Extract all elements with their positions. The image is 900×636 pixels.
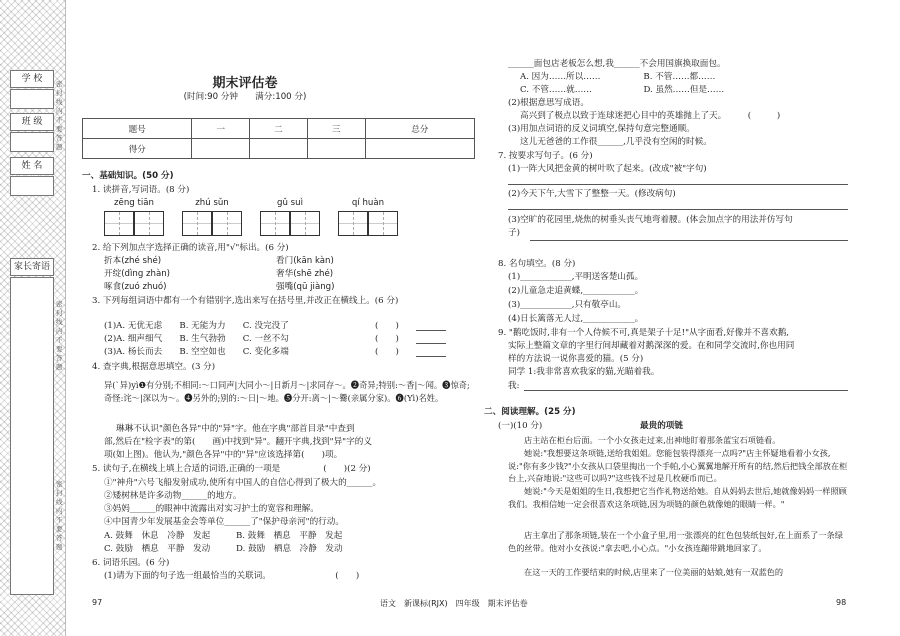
score-table bbox=[82, 118, 475, 159]
sub-question: (3)用加点词语的反义词填空,保持句意完整通顺。 bbox=[508, 124, 695, 134]
answer-line[interactable] bbox=[508, 209, 848, 210]
sentence-line: ④中国青少年发展基金会等单位______了"保护母亲河"的行动。 bbox=[104, 517, 344, 527]
choice-row: (1)A. 无优无虑 B. 无能为力 C. 没完没了 bbox=[104, 321, 289, 331]
question-5: 5. 读句子,在横线上填上合适的词语,正确的一项是 ( )(2 分) bbox=[92, 464, 371, 474]
footer-caption: 语文 新课标(RJX) 四年级 期末评估卷 bbox=[380, 599, 528, 608]
writing-grid[interactable] bbox=[260, 211, 320, 236]
score-cell[interactable] bbox=[307, 139, 365, 159]
parent-comment-field[interactable] bbox=[10, 277, 54, 595]
sentence-line: 高兴到了极点以致于连球迷把心目中的英雄抛上了天。 ( ) bbox=[520, 111, 781, 121]
writing-grid[interactable] bbox=[104, 211, 164, 236]
dialogue-label: 我: bbox=[508, 381, 520, 391]
pinyin-label: zēng tiān bbox=[114, 198, 154, 208]
page-number-right: 98 bbox=[836, 598, 847, 607]
reading-option[interactable]: 奢华(shē zhé) bbox=[276, 269, 334, 279]
sentence-line: ③妈妈______的眼神中流露出对实习护士的宽容和理解。 bbox=[104, 504, 319, 514]
score-header-cell: 三 bbox=[307, 119, 365, 139]
pinyin-label: gǔ suì bbox=[277, 198, 303, 208]
paragraph-line: 琳琳不认识"颜色各异"中的"异"字。他在字典"部首目录"中查到 bbox=[116, 424, 355, 434]
pinyin-label: qí huàn bbox=[351, 198, 385, 208]
score-cell[interactable] bbox=[192, 139, 250, 159]
reading-option[interactable]: 开绽(dìng zhàn) bbox=[104, 269, 171, 279]
answer-line[interactable] bbox=[524, 390, 848, 391]
score-header-cell: 题号 bbox=[83, 119, 192, 139]
sub-question: (1)请为下面的句子选一组最恰当的关联词。 ( ) bbox=[104, 571, 360, 581]
question-9-line: 实际上整篇文章的字里行间却藏着对鹅深深的爱。在和同学交流时,你也用同 bbox=[508, 341, 795, 351]
question-7: 7. 按要求写句子。(6 分) bbox=[498, 151, 593, 161]
poem-line: (1)____________,平明送客楚山孤。 bbox=[508, 272, 644, 282]
story-paragraph: 她说:"我想要这条项链,送给我姐姐。您能包装得漂亮一点吗?"店主怀疑地看着小女孩,说:"你有多少钱?"小女孩从口袋里掏出一个手帕,小心翼翼地解开所有的结,然后把钱全部放在柜台上,兴奋地说:"这些可以吗?"这些钱不过是几枚硬币而已。 bbox=[508, 448, 848, 483]
parent-label: 家长寄语 bbox=[10, 258, 54, 276]
question-9: 9. "鹅吃饭时,非有一个人侍候不可,真是架子十足!"从字面看,好像并不喜欢鹅, bbox=[498, 328, 790, 338]
option-row: A. 因为……所以…… B. 不管……都…… bbox=[520, 72, 716, 82]
poem-line: (2)儿童急走追黄蝶,____________。 bbox=[508, 286, 644, 296]
page-title: 期末评估卷 bbox=[212, 76, 278, 91]
reading-option[interactable]: 折本(zhé shé) bbox=[104, 256, 162, 266]
question-4: 4. 查字典,根据意思填空。(3 分) bbox=[92, 362, 216, 372]
name-label: 姓 名 bbox=[10, 157, 54, 175]
question-6: 6. 词语乐园。(6 分) bbox=[92, 558, 170, 568]
reading-option[interactable]: 强嘴(qū jiàng) bbox=[276, 282, 335, 292]
answer-line[interactable] bbox=[416, 343, 446, 344]
seal-notice: 密封线内不要答题 bbox=[56, 300, 63, 371]
answer-paren[interactable]: ( ) bbox=[375, 321, 399, 331]
score-header-cell: 二 bbox=[250, 119, 308, 139]
option-row: A. 鼓舞 休息 冷静 发起 B. 鼓舞 栖息 平静 发起 bbox=[104, 531, 343, 541]
school-label: 学 校 bbox=[10, 70, 54, 88]
sub-question: 子) bbox=[508, 228, 520, 238]
story-paragraph: 店主拿出了那条项链,装在一个小盒子里,用一张漂亮的红色包装纸包好,在上面系了一条绿色的丝带。他对小女孩说:"拿去吧,小心点。"小女孩连蹦带跳地回家了。 bbox=[508, 530, 843, 553]
score-row-label: 得分 bbox=[83, 139, 192, 159]
page-number-left: 97 bbox=[92, 598, 103, 607]
sentence-line: ______面包店老板怎么想,我______不会用国旗换取面包。 bbox=[508, 59, 726, 69]
name-field[interactable] bbox=[10, 176, 54, 196]
answer-paren[interactable]: ( ) bbox=[375, 334, 399, 344]
question-2: 2. 给下列加点字选择正确的读音,用"√"标出。(6 分) bbox=[92, 243, 289, 253]
pinyin-label: zhú sǔn bbox=[195, 198, 229, 208]
answer-line[interactable] bbox=[530, 240, 848, 241]
question-8: 8. 名句填空。(8 分) bbox=[498, 259, 576, 269]
score-cell[interactable] bbox=[365, 139, 474, 159]
reading-option[interactable]: 啄食(zuó zhuó) bbox=[104, 282, 167, 292]
answer-line[interactable] bbox=[416, 330, 446, 331]
sentence-line: ②矮树林是许多动物______的地方。 bbox=[104, 491, 242, 501]
class-label: 班 级 bbox=[10, 113, 54, 131]
question-9-line: 样的方法说一说你喜爱的猫。(5 分) bbox=[508, 354, 644, 364]
section-heading: 一、基础知识。(50 分) bbox=[82, 171, 174, 181]
option-row: C. 鼓励 栖息 平静 发动 D. 鼓励 栖息 冷静 发动 bbox=[104, 544, 343, 554]
seal-notice: 密封线内不要答题 bbox=[56, 80, 63, 151]
paragraph-line: 部,然后在"检字表"的第( 画)中找到"异"。翻开字典,找到"异"字的义 bbox=[104, 437, 372, 447]
answer-line[interactable] bbox=[508, 184, 848, 185]
score-header-cell: 总分 bbox=[365, 119, 474, 139]
sentence-line: 这儿无爸爸的工作很______,几乎没有空闲的时候。 bbox=[520, 137, 712, 147]
sub-question: (2)今天下午,大雪下了整整一天。(修改病句) bbox=[508, 189, 676, 199]
section-heading: 二、阅读理解。(25 分) bbox=[484, 407, 576, 417]
writing-grid[interactable] bbox=[182, 211, 242, 236]
choice-row: (2)A. 细声细气 B. 生气勃勃 C. 一丝不勾 bbox=[104, 334, 289, 344]
sub-question: (3)空旷的花园里,烧焦的树垂头丧气地弯着腰。(体会加点字的用法并仿写句 bbox=[508, 215, 793, 225]
binding-margin bbox=[0, 0, 66, 636]
option-row: C. 不管……就…… D. 虽然……但是…… bbox=[520, 85, 725, 95]
poem-line: (4)日长篱落无人过,____________。 bbox=[508, 314, 644, 324]
class-field[interactable] bbox=[10, 132, 54, 152]
writing-grid[interactable] bbox=[338, 211, 398, 236]
answer-line[interactable] bbox=[416, 356, 446, 357]
paragraph-line: 项(如上图)。他认为,"颜色各异"中的"异"应该选择第( )项。 bbox=[104, 450, 343, 460]
seal-notice: 密封线内不要答题 bbox=[56, 480, 63, 551]
score-cell[interactable] bbox=[250, 139, 308, 159]
passage-number: (一)(10 分) bbox=[498, 421, 543, 431]
sub-question: (2)根据意思写成语。 bbox=[508, 98, 589, 108]
question-3: 3. 下列每组词语中都有一个有错别字,选出来写在括号里,并改正在横线上。(6 分) bbox=[92, 296, 399, 306]
page-subtitle: (时间:90 分钟 满分:100 分) bbox=[183, 92, 307, 102]
story-paragraph: 店主站在柜台后面。一个小女孩走过来,出神地盯着那条蓝宝石项链看。 bbox=[524, 435, 781, 445]
sub-question: (1)一阵大风把金黄的树叶吹了起来。(改成"被"字句) bbox=[508, 164, 707, 174]
question-1: 1. 读拼音,写词语。(8 分) bbox=[92, 185, 190, 195]
choice-row: (3)A. 杨长而去 B. 空空如也 C. 变化多端 bbox=[104, 347, 289, 357]
sentence-line: ①"神舟"六号飞船发射成功,使所有中国人的自信心得到了极大的______。 bbox=[104, 478, 382, 488]
dictionary-entry: 异(`异)yì❶有分别;不相同:～口同声|大同小～|日新月～|求同存～。❷奇异;特别:～香|～闻。❸惊奇;奇怪:诧～|深以为～。❹另外的;别的:～日|～地。❺分开:离～|～爨(亲属分家)。❻(Yì)名姓。 bbox=[104, 380, 470, 403]
answer-paren[interactable]: ( ) bbox=[375, 347, 399, 357]
story-paragraph: 在这一天的工作要结束的时候,店里来了一位美丽的姑娘,她有一双蓝色的 bbox=[524, 567, 784, 577]
story-paragraph: 她说:"今天是姐姐的生日,我想把它当作礼物送给她。自从妈妈去世后,她就像妈妈一样照顾我们。我相信她一定会很喜欢这条项链,因为项链的颜色就像她的眼睛一样。" bbox=[508, 486, 847, 509]
story-title: 最贵的项链 bbox=[640, 421, 683, 431]
school-field[interactable] bbox=[10, 89, 54, 109]
dialogue-line: 同学 1:我非常喜欢我家的猫,光瞄着我。 bbox=[508, 367, 660, 377]
score-header-cell: 一 bbox=[192, 119, 250, 139]
poem-line: (3)____________,只有敬亭山。 bbox=[508, 300, 627, 310]
reading-option[interactable]: 看门(kān kàn) bbox=[276, 256, 334, 266]
